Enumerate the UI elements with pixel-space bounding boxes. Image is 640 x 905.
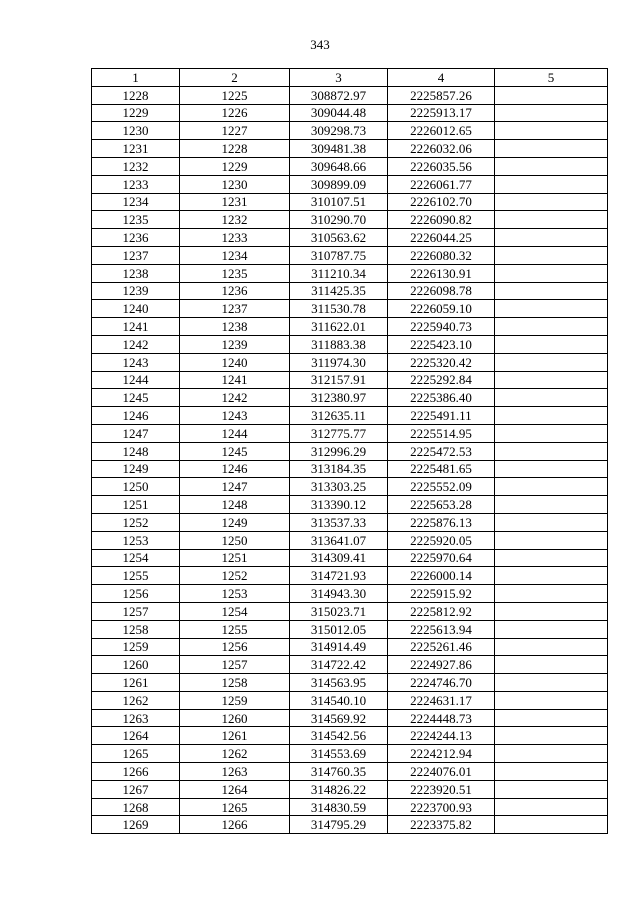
table-cell: 2226059.10 bbox=[388, 300, 495, 318]
table-cell: 1264 bbox=[180, 780, 290, 798]
table-cell: 1238 bbox=[180, 318, 290, 336]
table-row bbox=[92, 353, 608, 371]
table-cell: 2225552.09 bbox=[388, 478, 495, 496]
table-cell: 1251 bbox=[92, 496, 180, 514]
table-cell bbox=[495, 193, 608, 211]
table-cell: 1259 bbox=[180, 691, 290, 709]
table-row bbox=[92, 193, 608, 211]
table-cell: 2226080.32 bbox=[388, 246, 495, 264]
table-cell: 1268 bbox=[92, 798, 180, 816]
table-row bbox=[92, 246, 608, 264]
table-cell: 309044.48 bbox=[290, 104, 388, 122]
table-cell bbox=[495, 763, 608, 781]
table-cell: 1248 bbox=[92, 442, 180, 460]
table-cell: 314553.69 bbox=[290, 745, 388, 763]
coordinates-table bbox=[91, 68, 608, 834]
table-cell bbox=[495, 531, 608, 549]
table-cell: 1241 bbox=[92, 318, 180, 336]
table-cell: 1246 bbox=[92, 407, 180, 425]
table-cell: 1234 bbox=[180, 246, 290, 264]
table-row bbox=[92, 389, 608, 407]
table-row bbox=[92, 727, 608, 745]
table-cell bbox=[495, 567, 608, 585]
table-cell: 2226032.06 bbox=[388, 140, 495, 158]
table-cell: 314722.42 bbox=[290, 656, 388, 674]
table-cell: 1265 bbox=[180, 798, 290, 816]
table-cell bbox=[495, 513, 608, 531]
table-cell: 1233 bbox=[180, 229, 290, 247]
table-row bbox=[92, 567, 608, 585]
table-cell bbox=[495, 424, 608, 442]
table-cell bbox=[495, 496, 608, 514]
table-row bbox=[92, 674, 608, 692]
table-cell: 1253 bbox=[92, 531, 180, 549]
table-row bbox=[92, 745, 608, 763]
table-cell: 314795.29 bbox=[290, 816, 388, 834]
table-cell: 310107.51 bbox=[290, 193, 388, 211]
table-cell: 1236 bbox=[92, 229, 180, 247]
table-cell: 1240 bbox=[180, 353, 290, 371]
column-header: 2 bbox=[180, 69, 290, 87]
table-row bbox=[92, 335, 608, 353]
table-row bbox=[92, 122, 608, 140]
table-cell: 1263 bbox=[92, 709, 180, 727]
page-number: 343 bbox=[310, 37, 330, 52]
table-cell: 1242 bbox=[92, 335, 180, 353]
table-cell: 1245 bbox=[92, 389, 180, 407]
table-cell: 1225 bbox=[180, 86, 290, 104]
table-cell: 313390.12 bbox=[290, 496, 388, 514]
table-cell: 315023.71 bbox=[290, 602, 388, 620]
table-cell: 1229 bbox=[180, 157, 290, 175]
table-cell bbox=[495, 638, 608, 656]
table-cell bbox=[495, 674, 608, 692]
table-cell bbox=[495, 442, 608, 460]
table-cell: 2225920.05 bbox=[388, 531, 495, 549]
table-cell: 312775.77 bbox=[290, 424, 388, 442]
table-cell: 313303.25 bbox=[290, 478, 388, 496]
table-row bbox=[92, 371, 608, 389]
table-cell bbox=[495, 140, 608, 158]
table-cell bbox=[495, 353, 608, 371]
table-cell bbox=[495, 371, 608, 389]
table-cell: 311974.30 bbox=[290, 353, 388, 371]
table-cell bbox=[495, 389, 608, 407]
table-cell bbox=[495, 549, 608, 567]
table-cell: 1232 bbox=[180, 211, 290, 229]
table-cell: 2226102.70 bbox=[388, 193, 495, 211]
table-cell: 1228 bbox=[92, 86, 180, 104]
table-cell: 2225913.17 bbox=[388, 104, 495, 122]
table-cell: 1237 bbox=[180, 300, 290, 318]
table-cell: 314830.59 bbox=[290, 798, 388, 816]
table-cell: 2226012.65 bbox=[388, 122, 495, 140]
table-cell: 2224631.17 bbox=[388, 691, 495, 709]
table-row bbox=[92, 229, 608, 247]
table-cell: 1246 bbox=[180, 460, 290, 478]
table-cell: 2226061.77 bbox=[388, 175, 495, 193]
table-cell: 309648.66 bbox=[290, 157, 388, 175]
table-cell: 2225481.65 bbox=[388, 460, 495, 478]
table-cell: 1266 bbox=[180, 816, 290, 834]
table-cell: 1239 bbox=[92, 282, 180, 300]
table-cell: 1238 bbox=[92, 264, 180, 282]
table-cell: 2226098.78 bbox=[388, 282, 495, 300]
table-cell bbox=[495, 282, 608, 300]
table-cell: 2224927.86 bbox=[388, 656, 495, 674]
table-cell: 1226 bbox=[180, 104, 290, 122]
table-row bbox=[92, 175, 608, 193]
table-cell: 1256 bbox=[180, 638, 290, 656]
table-cell: 310290.70 bbox=[290, 211, 388, 229]
table-cell: 2223700.93 bbox=[388, 798, 495, 816]
table-cell bbox=[495, 816, 608, 834]
table-cell: 1267 bbox=[92, 780, 180, 798]
table-row bbox=[92, 264, 608, 282]
table-cell: 2225613.94 bbox=[388, 620, 495, 638]
table-cell: 311530.78 bbox=[290, 300, 388, 318]
table-cell: 1256 bbox=[92, 585, 180, 603]
table-cell: 314914.49 bbox=[290, 638, 388, 656]
table-cell: 1255 bbox=[92, 567, 180, 585]
table-cell: 1240 bbox=[92, 300, 180, 318]
table-cell: 2225386.40 bbox=[388, 389, 495, 407]
table-cell: 1228 bbox=[180, 140, 290, 158]
table-cell: 313184.35 bbox=[290, 460, 388, 478]
table-cell: 2225292.84 bbox=[388, 371, 495, 389]
table-row bbox=[92, 585, 608, 603]
column-header: 4 bbox=[388, 69, 495, 87]
table-cell: 1252 bbox=[180, 567, 290, 585]
table-cell: 314540.10 bbox=[290, 691, 388, 709]
table-cell: 1249 bbox=[180, 513, 290, 531]
table-cell bbox=[495, 478, 608, 496]
table-cell bbox=[495, 86, 608, 104]
table-cell: 314309.41 bbox=[290, 549, 388, 567]
table-cell: 1258 bbox=[180, 674, 290, 692]
table-row bbox=[92, 104, 608, 122]
table-row bbox=[92, 282, 608, 300]
table-cell: 312996.29 bbox=[290, 442, 388, 460]
table-row bbox=[92, 157, 608, 175]
table-body bbox=[92, 86, 608, 833]
table-cell: 1233 bbox=[92, 175, 180, 193]
table-cell: 2224212.94 bbox=[388, 745, 495, 763]
table-cell: 1230 bbox=[92, 122, 180, 140]
table-cell: 2225261.46 bbox=[388, 638, 495, 656]
table-cell: 2225876.13 bbox=[388, 513, 495, 531]
table-cell: 1265 bbox=[92, 745, 180, 763]
table-cell: 314542.56 bbox=[290, 727, 388, 745]
table-row bbox=[92, 638, 608, 656]
table-cell: 312380.97 bbox=[290, 389, 388, 407]
table-cell bbox=[495, 229, 608, 247]
table-cell: 1251 bbox=[180, 549, 290, 567]
table-cell: 1261 bbox=[180, 727, 290, 745]
table-cell bbox=[495, 104, 608, 122]
table-cell: 1235 bbox=[180, 264, 290, 282]
table-cell: 314721.93 bbox=[290, 567, 388, 585]
table-cell: 2226035.56 bbox=[388, 157, 495, 175]
table-cell: 1250 bbox=[92, 478, 180, 496]
table-cell bbox=[495, 335, 608, 353]
table-cell bbox=[495, 602, 608, 620]
table-cell bbox=[495, 691, 608, 709]
table-cell: 1242 bbox=[180, 389, 290, 407]
table-cell: 1247 bbox=[92, 424, 180, 442]
table-cell: 2226090.82 bbox=[388, 211, 495, 229]
table-cell: 2224076.01 bbox=[388, 763, 495, 781]
table-cell: 1230 bbox=[180, 175, 290, 193]
table-cell: 1236 bbox=[180, 282, 290, 300]
table-cell bbox=[495, 318, 608, 336]
table-cell: 312157.91 bbox=[290, 371, 388, 389]
table-cell: 2225940.73 bbox=[388, 318, 495, 336]
table-cell: 314569.92 bbox=[290, 709, 388, 727]
table-row bbox=[92, 478, 608, 496]
table-cell bbox=[495, 157, 608, 175]
table-cell: 1243 bbox=[180, 407, 290, 425]
table-cell: 2225472.53 bbox=[388, 442, 495, 460]
table-cell bbox=[495, 300, 608, 318]
table-cell: 1258 bbox=[92, 620, 180, 638]
table-cell bbox=[495, 122, 608, 140]
table-row bbox=[92, 86, 608, 104]
table-cell: 1257 bbox=[180, 656, 290, 674]
table-cell: 1248 bbox=[180, 496, 290, 514]
table-cell: 314826.22 bbox=[290, 780, 388, 798]
table-cell: 1245 bbox=[180, 442, 290, 460]
table-cell bbox=[495, 656, 608, 674]
table-cell: 2225653.28 bbox=[388, 496, 495, 514]
table-cell: 2226130.91 bbox=[388, 264, 495, 282]
table-cell: 309481.38 bbox=[290, 140, 388, 158]
table-cell bbox=[495, 246, 608, 264]
table-cell: 311425.35 bbox=[290, 282, 388, 300]
table-cell: 2224448.73 bbox=[388, 709, 495, 727]
column-header: 1 bbox=[92, 69, 180, 87]
table-cell: 2225915.92 bbox=[388, 585, 495, 603]
table-cell: 1261 bbox=[92, 674, 180, 692]
table-cell: 1262 bbox=[180, 745, 290, 763]
table-cell bbox=[495, 460, 608, 478]
table-cell: 2224244.13 bbox=[388, 727, 495, 745]
table-cell bbox=[495, 780, 608, 798]
table-cell: 1260 bbox=[180, 709, 290, 727]
table-cell: 309899.09 bbox=[290, 175, 388, 193]
table-row bbox=[92, 780, 608, 798]
table-row bbox=[92, 798, 608, 816]
table-cell: 308872.97 bbox=[290, 86, 388, 104]
table-row bbox=[92, 620, 608, 638]
table-cell bbox=[495, 798, 608, 816]
table-cell: 1250 bbox=[180, 531, 290, 549]
table-cell: 311883.38 bbox=[290, 335, 388, 353]
table-cell: 310563.62 bbox=[290, 229, 388, 247]
table-row bbox=[92, 318, 608, 336]
table-cell: 309298.73 bbox=[290, 122, 388, 140]
table-cell: 1227 bbox=[180, 122, 290, 140]
table-row bbox=[92, 513, 608, 531]
table-cell bbox=[495, 709, 608, 727]
table-cell: 2225514.95 bbox=[388, 424, 495, 442]
table-cell bbox=[495, 745, 608, 763]
table-cell: 2225320.42 bbox=[388, 353, 495, 371]
table-cell: 1263 bbox=[180, 763, 290, 781]
table-cell bbox=[495, 585, 608, 603]
table-cell: 313537.33 bbox=[290, 513, 388, 531]
table-row bbox=[92, 460, 608, 478]
table-row bbox=[92, 602, 608, 620]
table-cell: 1262 bbox=[92, 691, 180, 709]
table-cell: 2223375.82 bbox=[388, 816, 495, 834]
table-row bbox=[92, 656, 608, 674]
table-cell: 1254 bbox=[92, 549, 180, 567]
table-cell: 1231 bbox=[92, 140, 180, 158]
table-cell: 1241 bbox=[180, 371, 290, 389]
table-cell: 313641.07 bbox=[290, 531, 388, 549]
table-row bbox=[92, 211, 608, 229]
table-row bbox=[92, 691, 608, 709]
table-cell bbox=[495, 620, 608, 638]
table-cell bbox=[495, 175, 608, 193]
table-header-row bbox=[92, 69, 608, 87]
table-row bbox=[92, 300, 608, 318]
table-cell: 2224746.70 bbox=[388, 674, 495, 692]
column-header: 3 bbox=[290, 69, 388, 87]
table-cell: 310787.75 bbox=[290, 246, 388, 264]
table-cell: 1232 bbox=[92, 157, 180, 175]
table-cell: 314760.35 bbox=[290, 763, 388, 781]
table-cell: 1249 bbox=[92, 460, 180, 478]
table-cell: 1231 bbox=[180, 193, 290, 211]
table-cell: 1255 bbox=[180, 620, 290, 638]
table-cell: 2223920.51 bbox=[388, 780, 495, 798]
table-cell: 1252 bbox=[92, 513, 180, 531]
table-cell: 2225812.92 bbox=[388, 602, 495, 620]
table-row bbox=[92, 496, 608, 514]
table-cell: 1229 bbox=[92, 104, 180, 122]
table-cell: 1259 bbox=[92, 638, 180, 656]
table-cell: 314943.30 bbox=[290, 585, 388, 603]
table-cell bbox=[495, 211, 608, 229]
table-cell: 315012.05 bbox=[290, 620, 388, 638]
table-cell: 312635.11 bbox=[290, 407, 388, 425]
table-row bbox=[92, 407, 608, 425]
column-header: 5 bbox=[495, 69, 608, 87]
table-cell: 1264 bbox=[92, 727, 180, 745]
table-cell: 2225857.26 bbox=[388, 86, 495, 104]
table-cell: 1237 bbox=[92, 246, 180, 264]
table-cell: 311622.01 bbox=[290, 318, 388, 336]
table-row bbox=[92, 816, 608, 834]
table-cell: 2226000.14 bbox=[388, 567, 495, 585]
table-cell: 1247 bbox=[180, 478, 290, 496]
table-row bbox=[92, 531, 608, 549]
table-cell: 311210.34 bbox=[290, 264, 388, 282]
table-cell: 1234 bbox=[92, 193, 180, 211]
table-cell bbox=[495, 264, 608, 282]
table-cell: 2226044.25 bbox=[388, 229, 495, 247]
table-cell: 314563.95 bbox=[290, 674, 388, 692]
table-cell: 1269 bbox=[92, 816, 180, 834]
table-cell: 1257 bbox=[92, 602, 180, 620]
table-cell bbox=[495, 727, 608, 745]
table-row bbox=[92, 549, 608, 567]
table-cell: 1243 bbox=[92, 353, 180, 371]
table-cell: 2225970.64 bbox=[388, 549, 495, 567]
table-cell: 1253 bbox=[180, 585, 290, 603]
table-row bbox=[92, 709, 608, 727]
table-row bbox=[92, 442, 608, 460]
table-cell bbox=[495, 407, 608, 425]
table-cell: 1244 bbox=[92, 371, 180, 389]
table-row bbox=[92, 763, 608, 781]
table-cell: 1254 bbox=[180, 602, 290, 620]
table-cell: 1244 bbox=[180, 424, 290, 442]
table-cell: 1266 bbox=[92, 763, 180, 781]
table-cell: 1260 bbox=[92, 656, 180, 674]
table-cell: 2225491.11 bbox=[388, 407, 495, 425]
table-cell: 1235 bbox=[92, 211, 180, 229]
table-row bbox=[92, 424, 608, 442]
table-cell: 1239 bbox=[180, 335, 290, 353]
table-cell: 2225423.10 bbox=[388, 335, 495, 353]
table-row bbox=[92, 140, 608, 158]
